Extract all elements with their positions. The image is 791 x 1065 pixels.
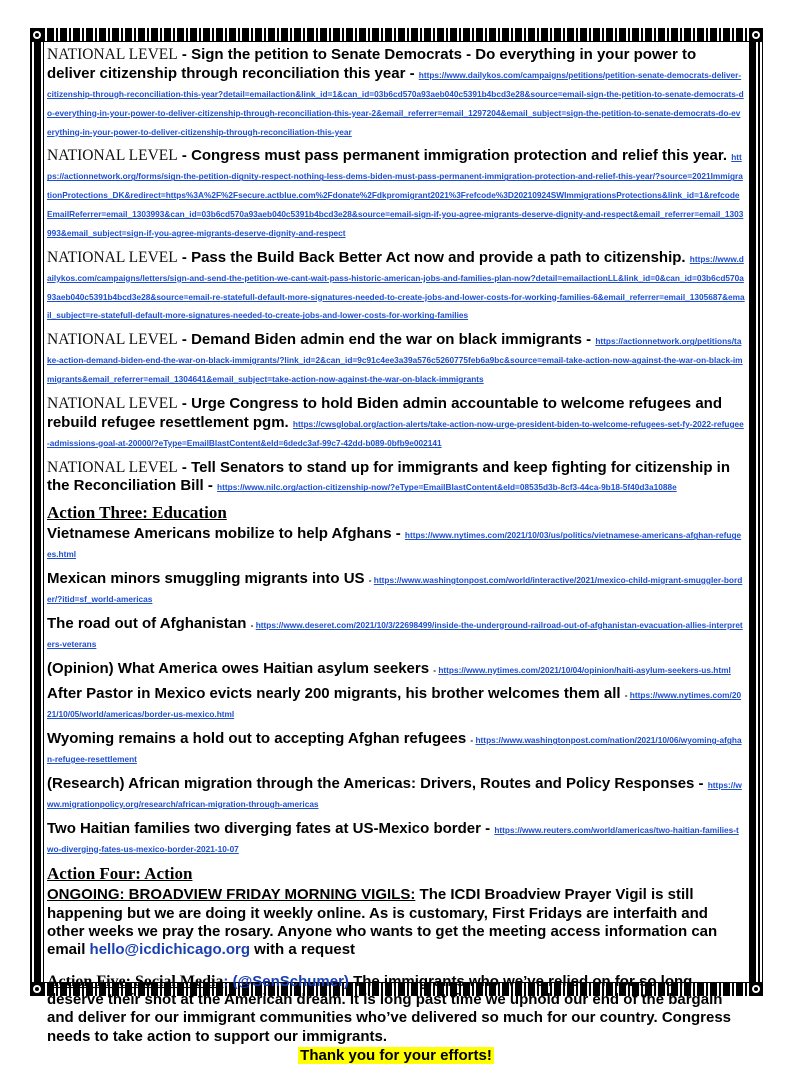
article-item	[47, 820, 745, 858]
heading-colon: :	[223, 972, 233, 990]
separator: -	[470, 735, 476, 746]
separator: -	[250, 619, 256, 630]
section-heading-education: Action Three: Education	[47, 503, 227, 523]
item-title: Urge Congress to hold Biden admin accountable to welcome refugees and rebuild refugee resettlement pgm.	[47, 394, 722, 431]
national-item	[47, 331, 745, 388]
petition-link[interactable]: https://cwsglobal.org/action-alerts/take-action-now-urge-president-biden-to-welcome-refugees-set-fy-2022-refugee-admissions-goal-at-20000/?eType=EmailBlastContent&eId=6dedc3af-99c7-42dd-b089-0bfb9e002141	[47, 418, 744, 448]
separator: -	[177, 147, 192, 165]
section-heading-action: Action Four: Action	[47, 864, 193, 884]
separator: -	[177, 458, 192, 476]
article-title: After Pastor in Mexico evicts nearly 200 migrants, his brother welcomes them all	[47, 685, 625, 703]
article-title: Wyoming remains a hold out to accepting Afghan refugees	[47, 730, 471, 748]
item-title: Demand Biden admin end the war on black immigrants -	[191, 331, 596, 349]
level-label: NATIONAL LEVEL	[47, 248, 178, 266]
national-item	[47, 395, 745, 452]
article-link[interactable]: https://www.nytimes.com/2021/10/04/opinion/haiti-asylum-seekers-us.html	[438, 664, 731, 675]
national-item	[47, 147, 745, 241]
article-title: (Research) African migration through the Americas: Drivers, Routes and Policy Responses -	[47, 774, 708, 792]
corner-ornament-icon	[749, 28, 763, 42]
email-link[interactable]: hello@icdichicago.org	[89, 941, 251, 959]
article-title: The road out of Afghanistan	[47, 614, 251, 632]
vigil-tail: with a request	[250, 941, 356, 959]
separator: -	[177, 394, 192, 412]
article-link[interactable]: https://www.nytimes.com/2021/10/03/us/politics/vietnamese-americans-afghan-refugees.html	[47, 530, 742, 560]
item-title: Sign the petition to Senate Democrats - Do everything in your power to deliver citizenship through reconciliation this year -	[47, 46, 697, 82]
article-link[interactable]: https://www.deseret.com/2021/10/3/22698499/inside-the-underground-railroad-out-of-afghanistan-evacuation-allies-interpreters-veterans	[47, 619, 743, 649]
national-item	[47, 249, 745, 325]
national-item	[47, 459, 745, 497]
item-title: Congress must pass permanent immigration protection and relief this year.	[191, 147, 732, 165]
article-title: (Opinion) What America owes Haitian asylum seekers	[47, 659, 434, 677]
item-title: Tell Senators to stand up for immigrants and keep fighting for citizenship in the Reconciliation Bill -	[47, 458, 730, 495]
thanks-banner: Thank you for your efforts!	[300, 1046, 492, 1064]
separator: -	[433, 664, 439, 675]
article-link[interactable]: https://www.migrationpolicy.org/research/african-migration-through-americas	[47, 779, 742, 809]
corner-ornament-icon	[749, 982, 763, 996]
article-link[interactable]: https://www.washingtonpost.com/nation/2021/10/06/wyoming-afghan-refugee-resettlement	[47, 735, 742, 764]
corner-ornament-icon	[30, 28, 44, 42]
vigil-lead: ONGOING: BROADVIEW FRIDAY MORNING VIGILS:	[47, 886, 416, 904]
petition-link[interactable]: https://www.nilc.org/action-citizenship-now/?eType=EmailBlastContent&eId=08535d3b-8cf3-44ca-9b18-5f40d3a1088e	[217, 482, 677, 493]
article-link[interactable]: https://www.reuters.com/world/americas/two-haitian-families-two-diverging-fates-us-mexico-border-2021-10-07	[47, 824, 739, 854]
article-title: Mexican minors smuggling migrants into US	[47, 570, 369, 587]
level-label: NATIONAL LEVEL	[47, 147, 178, 165]
corner-ornament-icon	[30, 982, 44, 996]
item-title: Pass the Build Back Better Act now and provide a path to citizenship.	[191, 248, 690, 266]
petition-link[interactable]: https://www.dailykos.com/campaigns/letters/sign-and-send-the-petition-we-cant-wait-pass-historic-american-jobs-and-families-plan-now?detail=emailactionLL&link_id=0&can_id=03b6cd570a93aeb040c5391b4bcd3e28&source=email-re-statefull-default-more-signatures-needed-to-create-jobs-and-lower-costs-for-working-families-6&email_referrer=email_1305687&email_subject=re-statefull-default-more-signatures-needed-to-create-jobs-and-lower-costs-for-working-families	[47, 253, 745, 321]
article-title: Vietnamese Americans mobilize to help Afghans -	[47, 525, 405, 543]
twitter-handle[interactable]: (@SenSchumer)	[232, 972, 349, 990]
level-label: NATIONAL LEVEL	[47, 394, 178, 412]
vigil-body: The ICDI Broadview Prayer Vigil is still happening but we are doing it weekly online. As is customary, First Fridays are interfaith and other weeks we pray the rosary. Anyone who wants to get the meeting access information can email	[47, 886, 718, 959]
separator: -	[177, 331, 192, 349]
article-link[interactable]: https://www.washingtonpost.com/world/interactive/2021/mexico-child-migrant-smuggler-border/?itid=sf_world-americas	[47, 575, 743, 604]
separator: -	[177, 248, 192, 266]
social-body: The immigrants who we’ve relied on for so long deserve their shot at the American dream. It is long past time we uphold our end of the bargain and deliver for our immigrant communities who’ve delivered so much for our country. Congress needs to take action to support our immigrants.	[47, 972, 732, 1045]
article-item	[47, 525, 745, 563]
social-paragraph	[47, 972, 745, 1046]
section-heading-social: Action Five: Social Media	[47, 972, 224, 990]
level-label: NATIONAL LEVEL	[47, 331, 178, 349]
article-item	[47, 775, 745, 813]
vigil-paragraph	[47, 886, 745, 959]
petition-link[interactable]: https://actionnetwork.org/forms/sign-the-petition-dignity-respect-nothing-less-dems-biden-must-pass-permanent-immigration-protection-and-relief-this-year/?source=2021ImmigrationProtections_DK&redirect=https%3A%2F%2Fsecure.actblue.com%2Fdonate%2Fdkpromigrant2021%3Frefcode%3D20210924SWImmigrationsProtections&link_id=1&refcodeEmailReferrer=email_1303993&can_id=03b6cd570a93aeb040c5391b4bcd3e28&source=email-sign-if-you-agree-migrants-deserve-dignity-and-respect&email_referrer=email_1303993&email_subject=sign-if-you-agree-migrants-deserve-dignity-and-respect	[47, 152, 744, 238]
separator: -	[368, 575, 374, 585]
article-item	[47, 570, 745, 608]
thanks-row	[47, 1047, 745, 1065]
level-label: NATIONAL LEVEL	[47, 458, 178, 476]
article-item	[47, 615, 745, 653]
article-title: Two Haitian families two diverging fates at US-Mexico border -	[47, 819, 495, 837]
separator: -	[624, 690, 630, 701]
national-item	[47, 46, 745, 140]
petition-link[interactable]: https://actionnetwork.org/petitions/take-action-demand-biden-end-the-war-on-black-immigrants/?link_id=2&can_id=9c91c4ee3a39a576c5260775feb6a9bc&source=email-take-action-now-against-the-war-on-black-immigrants&email_referrer=email_1304641&email_subject=take-action-now-against-the-war-on-black-immigrants	[47, 336, 743, 384]
newsletter-content	[47, 46, 745, 1065]
separator: -	[177, 46, 192, 63]
article-item	[47, 730, 745, 768]
article-link[interactable]: https://www.nytimes.com/2021/10/05/world/americas/border-us-mexico.html	[47, 690, 742, 720]
article-item	[47, 685, 745, 723]
level-label: NATIONAL LEVEL	[47, 46, 178, 63]
article-item	[47, 660, 745, 679]
petition-link[interactable]: https://www.dailykos.com/campaigns/petitions/petition-senate-democrats-deliver-citizenship-through-reconciliation-this-year?detail=emailaction&link_id=1&can_id=03b6cd570a93aeb040c5391b4bcd3e28&source=email-sign-the-petition-to-senate-democrats-do-everything-in-your-power-to-deliver-citizenship-through-reconciliation-this-year-2&email_referrer=email_1297204&email_subject=sign-the-petition-to-senate-democrats-do-everything-in-your-power-to-deliver-citizenship-through-reconciliation-this-year	[47, 69, 744, 137]
